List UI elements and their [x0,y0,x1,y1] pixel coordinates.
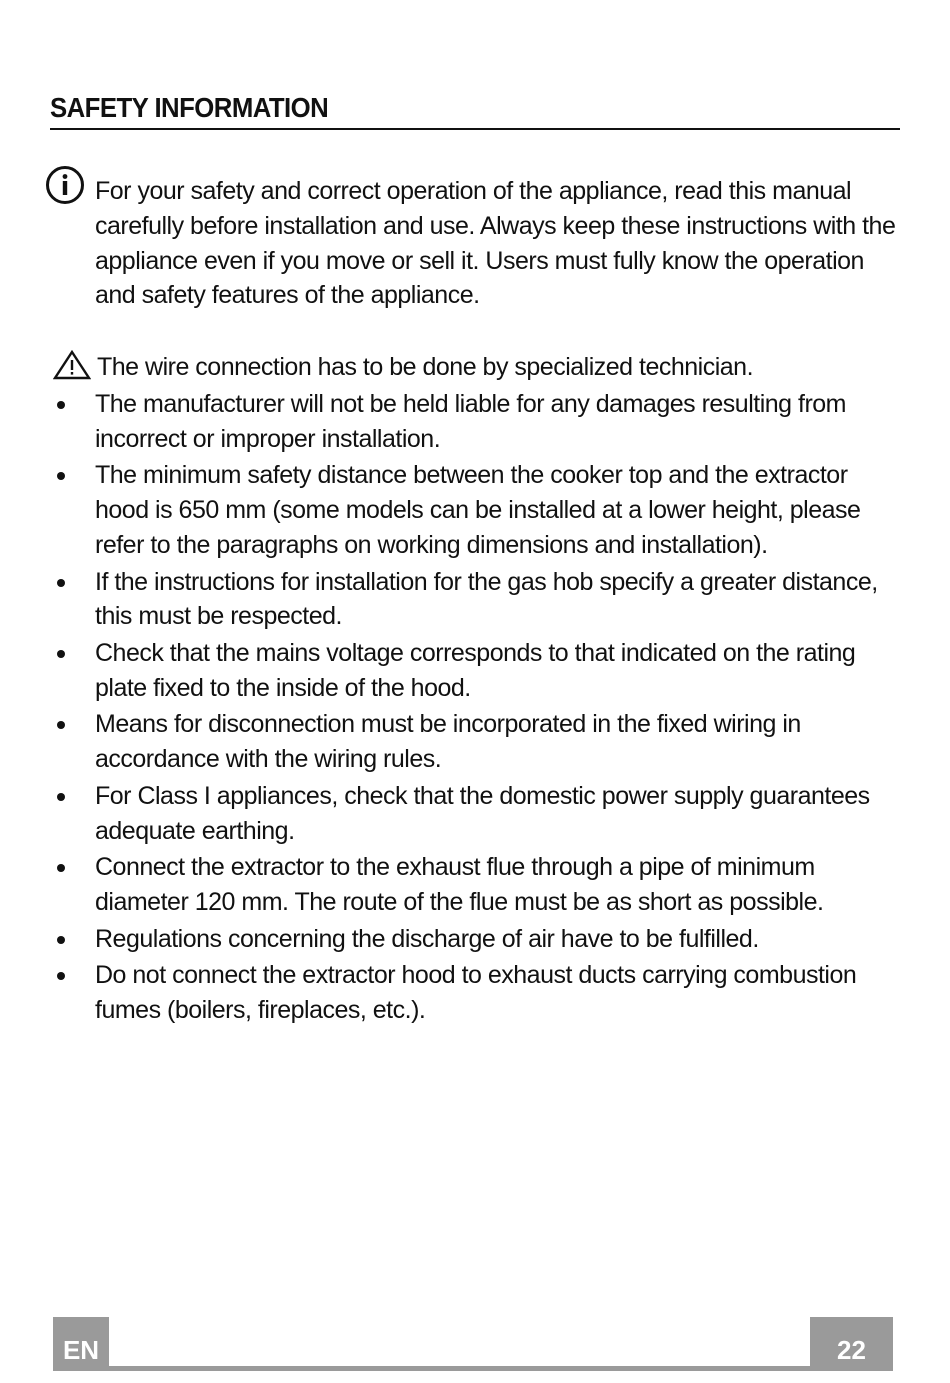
bullet-dot-icon [57,936,65,944]
warning-text: The wire connection has to be done by specialized technician. [97,353,754,381]
list-item-text: The manufacturer will not be held liable for any damages resulting from incorrect or improper installation. [95,390,847,453]
list-item-text: Do not connect the extractor hood to exhaust ducts carrying combustion fumes (boilers, fireplaces, etc.). [95,961,857,1024]
bullet-dot-icon [57,793,65,801]
list-item-text: Check that the mains voltage corresponds to that indicated on the rating plate fixed to the inside of the hood. [95,638,856,702]
bullet-dot-icon [57,721,65,729]
bullet-dot-icon [57,972,65,980]
list-item-text: For Class I appliances, check that the domestic power supply guarantees adequate earthing. [95,781,870,845]
intro-paragraph: For your safety and correct operation of the appliance, read this manual carefully before installation and use. Always keep these instructions with the appliance even if you move or sell it. Users must fully know the operation and safety features of the appliance. [95,177,896,310]
warning-triangle-icon [53,350,91,380]
list-item [0,636,885,706]
list-item [0,958,885,1028]
list-item [0,458,885,562]
list-item-text: The minimum safety distance between the cooker top and the extractor hood is 650 mm (some models can be installed at a lower height, please refer to the paragraphs on working dimensions and installation). [95,461,861,559]
list-item [0,922,885,957]
safety-bullet-list [0,387,950,1030]
footer-bar [53,1366,893,1371]
list-item [0,565,885,635]
list-item [0,850,885,920]
list-item [0,387,885,457]
language-badge: EN [53,1317,109,1371]
bullet-dot-icon [57,472,65,480]
section-heading-text: SAFETY INFORMATION [50,92,329,123]
bullet-dot-icon [57,864,65,872]
bullet-dot-icon [57,401,65,409]
list-item [0,707,885,777]
list-item-text: If the instructions for installation for the gas hob specify a greater distance, this must be respected. [95,567,878,631]
list-item-text: Means for disconnection must be incorporated in the fixed wiring in accordance with the wiring rules. [95,710,801,774]
section-heading [50,90,900,130]
list-item [0,779,885,849]
bullet-dot-icon [57,579,65,587]
bullet-dot-icon [57,650,65,658]
info-icon [45,165,85,205]
page-number: 22 [810,1317,893,1371]
list-item-text: Regulations concerning the discharge of air have to be fulfilled. [95,924,759,953]
list-item-text: Connect the extractor to the exhaust flue through a pipe of minimum diameter 120 mm. The route of the flue must be as short as possible. [95,853,824,916]
